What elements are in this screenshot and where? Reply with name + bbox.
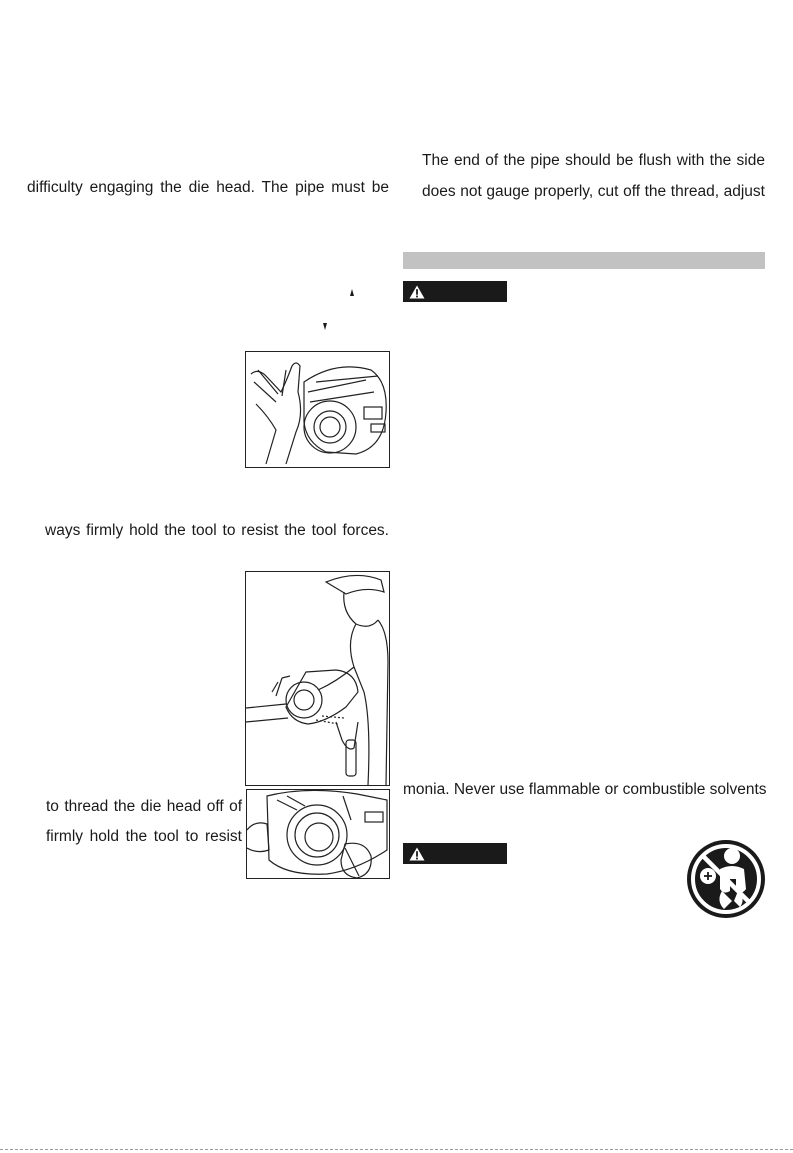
- text-line-resist: firmly hold the tool to resist: [46, 828, 242, 845]
- keep-away-from-children-icon: [686, 839, 766, 919]
- arrow-down-icon: [323, 323, 327, 330]
- warning-triangle-icon: [409, 285, 425, 299]
- warning-triangle-icon: [409, 847, 425, 861]
- warning-label-2: [403, 843, 507, 864]
- text-line-flush: The end of the pipe should be flush with the side: [422, 152, 765, 169]
- arrow-up-icon: [350, 289, 354, 296]
- figure-operator-threading-pipe: [245, 571, 390, 786]
- page-bottom-rule: [0, 1149, 793, 1150]
- figure-die-head-closeup: [246, 789, 390, 879]
- text-line-ammonia: monia. Never use flammable or combustible solvents: [403, 781, 767, 798]
- figure-hand-die-head: [245, 351, 390, 468]
- section-heading-bar: [403, 252, 765, 269]
- text-line-firmly-hold: ways firmly hold the tool to resist the tool forces.: [45, 522, 389, 539]
- text-line-gauge: does not gauge properly, cut off the thread, adjust: [422, 183, 765, 200]
- text-line-thread-off: to thread the die head off of: [46, 798, 242, 815]
- text-line-die-head: difficulty engaging the die head. The pipe must be: [27, 179, 389, 196]
- warning-label: [403, 281, 507, 302]
